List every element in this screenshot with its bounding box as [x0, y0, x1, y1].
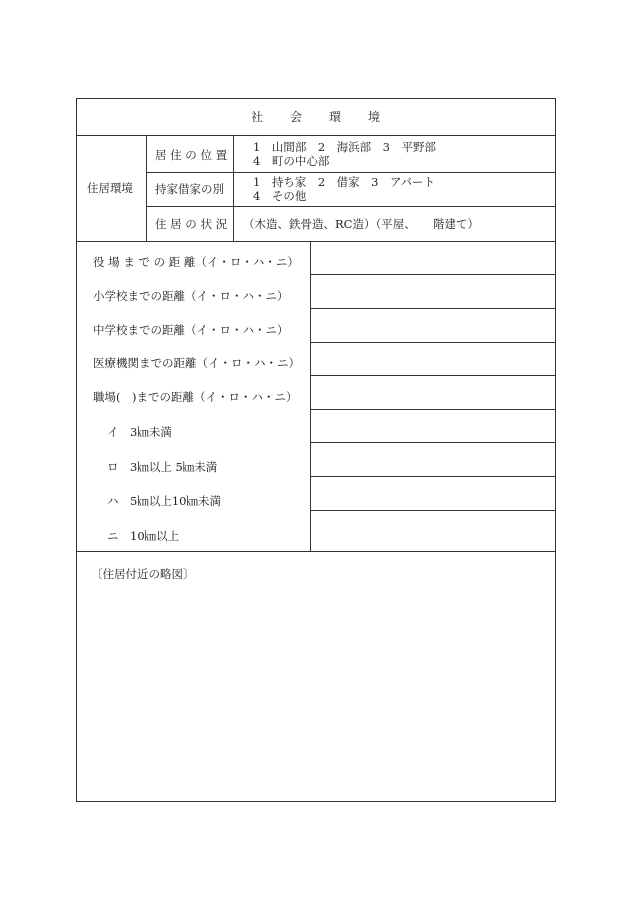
answer-cell[interactable]: [310, 343, 556, 375]
legend-ni: ニ 10㎞以上: [107, 529, 180, 543]
legend-i: イ 3㎞未満: [107, 425, 172, 439]
divider: [146, 135, 147, 241]
distance-label-town-office: 役 場 ま で の 距 離（イ・ロ・ハ・ニ）: [93, 255, 299, 269]
divider: [77, 135, 555, 136]
location-options-line1: 1 山間部 2 海浜部 3 平野部: [253, 140, 436, 154]
form-title: 社 会 環 境: [250, 110, 381, 124]
ownership-options-line1: 1 持ち家 2 借家 3 アパート: [253, 175, 436, 189]
legend-ro: ロ 3㎞以上 5㎞未満: [107, 460, 218, 474]
answer-cell[interactable]: [310, 275, 556, 307]
ownership-label: 持家借家の別: [155, 182, 224, 196]
location-label: 居 住 の 位 置: [155, 148, 228, 162]
distance-label-workplace: 職場( )までの距離（イ・ロ・ハ・ニ）: [93, 390, 298, 404]
location-options-line2: 4 町の中心部: [253, 154, 330, 168]
answer-cell[interactable]: [310, 309, 556, 341]
legend-ha: ハ 5㎞以上10㎞未満: [107, 494, 221, 508]
map-section-label: 〔住居付近の略図〕: [91, 567, 195, 581]
answer-cell[interactable]: [310, 376, 556, 408]
social-environment-form: [76, 98, 556, 802]
divider: [146, 172, 555, 173]
distance-label-junior-high-school: 中学校までの距離（イ・ロ・ハ・ニ）: [93, 323, 289, 337]
housing-condition-label: 住 居 の 状 況: [155, 217, 228, 231]
distance-label-medical-facility: 医療機関までの距離（イ・ロ・ハ・ニ）: [93, 356, 300, 370]
housing-group-label: 住居環境: [87, 181, 133, 195]
divider: [146, 206, 555, 207]
map-sketch-area[interactable]: [78, 585, 554, 799]
answer-cell[interactable]: [310, 242, 556, 274]
housing-condition-options: （木造、鉄骨造、RC造）（平屋、 階建て）: [243, 217, 479, 231]
divider: [77, 551, 555, 552]
distance-label-elementary-school: 小学校までの距離（イ・ロ・ハ・ニ）: [93, 289, 289, 303]
answer-cell[interactable]: [310, 511, 556, 550]
answer-cell[interactable]: [310, 410, 556, 442]
answer-cell[interactable]: [310, 443, 556, 475]
answer-cell[interactable]: [310, 477, 556, 509]
divider: [233, 135, 234, 241]
ownership-options-line2: 4 その他: [253, 189, 307, 203]
